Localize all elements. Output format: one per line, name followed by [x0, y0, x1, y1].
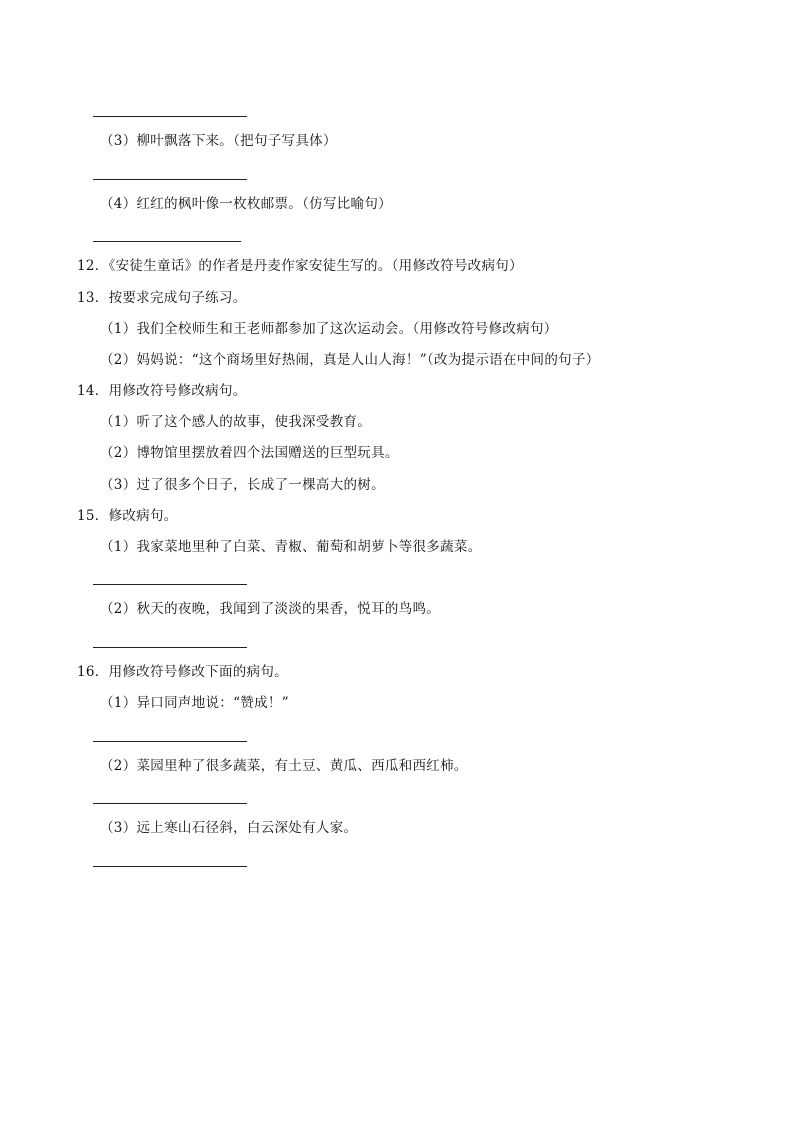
q11-sub4-text: （4）红红的枫叶像一枚枚邮票。（仿写比喻句）: [100, 196, 392, 212]
q15-sub2-text: （2）秋天的夜晚，我闻到了淡淡的果香，悦耳的鸟鸣。: [100, 601, 441, 617]
q16-stem: 16．用修改符号修改下面的病句。: [77, 664, 288, 680]
answer-line-q15-1[interactable]: [93, 584, 247, 585]
answer-line-q15-2[interactable]: [93, 647, 247, 648]
q16-sub2-text: （2）菜园里种了很多蔬菜，有土豆、黄瓜、西瓜和西红柿。: [100, 758, 468, 774]
q14-stem: 14．用修改符号修改病句。: [77, 383, 247, 399]
q16-sub1-text: （1）异口同声地说：“赞成！”: [100, 695, 289, 711]
q13-sub2-text: （2）妈妈说：“这个商场里好热闹，真是人山人海！”（改为提示语在中间的句子）: [100, 352, 600, 368]
q13-sub1-text: （1）我们全校师生和王老师都参加了这次运动会。（用修改符号修改病句）: [100, 321, 558, 337]
q12-text: 12．《安徒生童话》的作者是丹麦作家安徒生写的。（用修改符号改病句）: [77, 258, 523, 274]
q14-sub2-text: （2）博物馆里摆放着四个法国赠送的巨型玩具。: [100, 445, 399, 461]
answer-line-q11-3[interactable]: [93, 179, 247, 180]
q14-sub1-text: （1）听了这个感人的故事，使我深受教育。: [100, 414, 372, 430]
q14-sub3-text: （3）过了很多个日子，长成了一棵高大的树。: [100, 477, 385, 493]
q15-sub1-text: （1）我家菜地里种了白菜、青椒、葡萄和胡萝卜等很多蔬菜。: [100, 539, 482, 555]
q11-sub3-text: （3）柳叶飘落下来。（把句子写具体）: [100, 133, 337, 149]
q13-stem: 13．按要求完成句子练习。: [77, 290, 247, 306]
q16-sub3-text: （3）远上寒山石径斜，白云深处有人家。: [100, 820, 358, 836]
answer-line-q11-4[interactable]: [93, 241, 241, 242]
answer-line-q16-3[interactable]: [93, 866, 247, 867]
answer-line-q16-2[interactable]: [93, 803, 247, 804]
answer-line-q16-1[interactable]: [93, 741, 247, 742]
answer-line-q11-2[interactable]: [93, 116, 247, 117]
q15-stem: 15．修改病句。: [77, 508, 178, 524]
